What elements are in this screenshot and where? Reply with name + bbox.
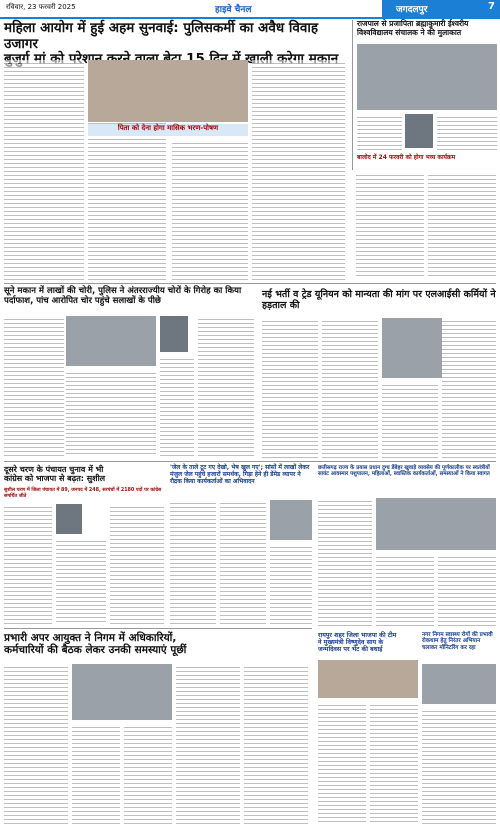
municipal-photo [422,664,496,704]
meeting-photo [72,664,172,720]
story-text-column [270,544,312,624]
story-text-column [110,504,164,624]
inset-heading: पिता को देना होगा मासिक भरण-पोषण [88,124,248,136]
story-text-column [220,500,266,624]
story-text-column [370,702,418,824]
story-text-column [66,370,156,456]
theft-photo [66,316,156,366]
headline-line: रायपुर शहर जिला भाजपा की टीम [318,632,397,639]
dairy-photo [376,498,496,550]
story-text-column [124,724,172,824]
story-text-column [4,504,52,624]
headline-line: महिला आयोग में हुई अहम सुनवाई: पुलिसकर्मी का अवैध विवाह उजागर [4,20,319,52]
strike-photo [382,318,442,378]
paper-name: हाइवे चैनल [215,5,252,15]
headline-line: प्रभारी अपर आयुक्त ने निगम में अधिकारियों, [4,632,177,644]
brahmakumari-story [352,20,499,170]
accused-photo [160,316,188,352]
story-text-column [4,60,84,280]
headline-line: कांग्रेस को भाजपा से बढ़त: सुशील [4,474,106,484]
municipal-headline: नगर निगम स्वास्थ्य रोगों की प्रभावी रोकथाम हेतु निरंतर अभियान चलाकर मॉनिटरिंग कर रहा [422,632,493,651]
story-text-column [262,318,318,458]
panchayat-headline [4,465,164,483]
story-text-column [376,554,434,628]
story-text-column [437,114,497,150]
headline-line: ने मुख्यमंत्री विष्णुदेव साय के [318,639,384,647]
story-text-column [356,172,424,277]
story-text-column [160,356,194,456]
headline-line: कर्मचारियों की बैठक लेकर उनकी समस्याएं पूछीं [4,644,187,657]
story-text-column [252,60,345,280]
story-text-column [4,316,64,456]
city-name: जगदलपुर [396,5,428,15]
story-text-column [442,318,496,458]
headline-line: परेशान [68,51,103,68]
story-text-column [4,664,68,824]
brahmakumari-subhead: बालोद में 24 फरवरी को होगा भव्य कार्यक्रम [357,154,456,161]
jail-headline: 'जेल के ताले टूट गए देखो, भेष खुल गए'; सांसों में लाखों लेकर मंजुल जेल पहुंचे हजारों समर्थक, गिड़ा हेने ही डेंमेड व्यापर ने रौद्रक किया कार्यकर्ताओं का अभिवादन [170,464,310,485]
story-text-column [244,664,308,824]
brahmakumari-photo [357,44,497,110]
story-text-column [357,114,402,150]
story-text-column [176,664,240,824]
sushil-photo [56,504,82,534]
divider [4,461,496,462]
brahmakumari-headline: राजपाल से प्रजापिता ब्रह्माकुमारी ईश्वरीय विश्वविद्यालय संचालक ने की मुलाकात [357,19,469,37]
page-number: 7 [488,1,495,12]
story-text-column [382,382,438,458]
panchayat-subhead: सुशील चरण में जिला पंचायत में 89, जनपद में 248, सरपंचों में 2180 पदों पर कांग्रेस समर्थित जीते [4,488,162,499]
theft-headline: सूने मकान में लाखों की चोरी, पुलिस ने अंतरराज्यीय चोरों के गिरोह का किया पर्दाफाश, पांच आरोपित चोर पहुंचे सलाखों के पीछे [4,286,242,306]
commissioner-headline [4,632,308,656]
story-text-column [72,724,120,824]
story-text-column [318,702,366,824]
issue-date: रविवार, 23 फरवरी 2025 [6,3,76,11]
story-text-column [438,554,496,628]
city-band [382,0,500,17]
dairy-headline: छत्तीसगढ़ राज्य के प्रयास प्रधान दुग्ध डेंबेहर खुवाड़े व्यवसेय की पूर्णकालीक पर स्वतंत्रीयों सायंट आवस्मार पशुपालन, महिलाओं, स्वास्तिक कार्यकर्ताओं, समस्याओं ने किया स्वागत [318,465,490,478]
story-photo [88,60,248,122]
story-text-column [198,316,254,456]
strike-headline: नई भर्ती व ट्रेड यूनियन को मान्यता की मांग पर एलआईसी कर्मियों ने हड़ताल की [262,289,496,311]
story-text-column [318,498,372,628]
divider [4,283,496,284]
headline-line: जन्मदिवस पर भेंट की बधाई [318,646,383,654]
headline-line: दूसरे चरण के पंचायत चुनाव में भी [4,465,104,474]
portrait-photo [405,114,433,148]
rally-photo [270,500,312,540]
story-text-column [56,538,106,624]
story-text-column [428,172,496,277]
story-text-column [322,318,378,458]
story-text-column [422,708,496,824]
masthead [0,0,500,19]
bjp-photo [318,660,418,698]
bjp-headline [318,632,418,654]
story-text-column [172,140,248,280]
story-text-column [170,500,216,624]
divider [4,628,312,629]
